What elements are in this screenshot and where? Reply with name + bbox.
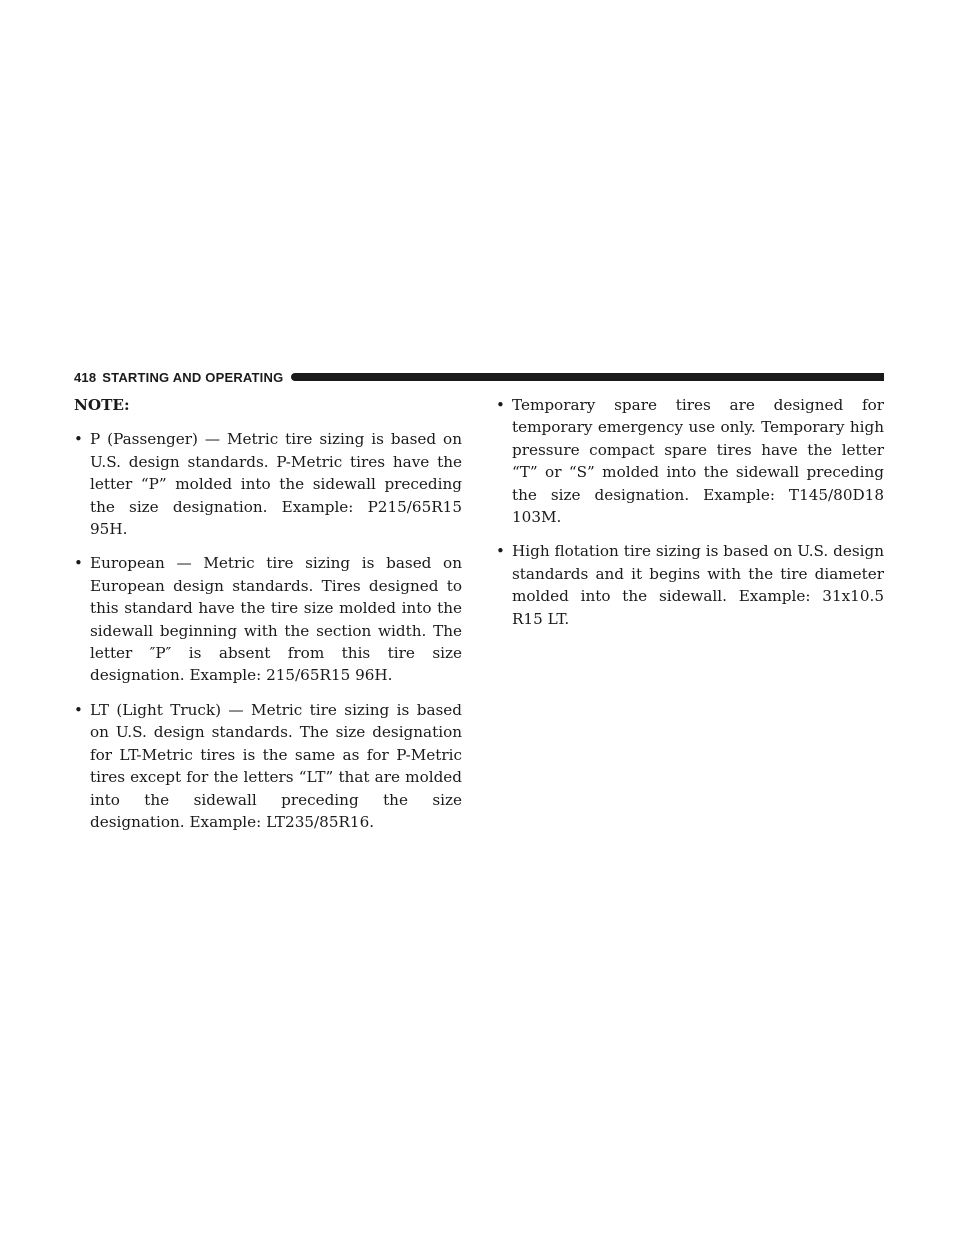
bullet-text: Temporary spare tires are designed for temporary emergency use only. Temporary high pressure compact spare tires have the letter “T” or “S” molded into the sidewall preceding the size designation. Example: T145/80D18 103M. <box>512 396 884 527</box>
right-bullet-list <box>496 394 884 630</box>
section-title: STARTING AND OPERATING <box>102 369 284 385</box>
list-item <box>496 394 884 528</box>
list-item <box>74 699 462 833</box>
bullet-icon: • <box>74 430 83 449</box>
header-rule <box>291 373 884 381</box>
list-item <box>74 552 462 686</box>
right-column <box>496 394 884 642</box>
left-bullet-list <box>74 428 462 833</box>
page-header <box>74 368 884 386</box>
bullet-text: LT (Light Truck) — Metric tire sizing is based on U.S. design standards. The size designation for LT-Metric tires is the same as for P-Metric tires except for the letters “LT” that are molded into the sidewall preceding the size designation. Example: LT235/85R16. <box>90 700 462 831</box>
bullet-text: European — Metric tire sizing is based on European design standards. Tires designed to this standard have the tire size molded into the sidewall beginning with the section width. The letter ″P″ is absent from this tire size designation. Example: 215/65R15 96H. <box>90 554 462 685</box>
bullet-icon: • <box>496 396 505 414</box>
bullet-text: P (Passenger) — Metric tire sizing is based on U.S. design standards. P-Metric tires have the letter “P” molded into the sidewall preceding the size designation. Example: P215/65R15 95H. <box>90 430 462 539</box>
bullet-icon: • <box>74 700 83 719</box>
list-item <box>74 428 462 540</box>
bullet-text: High flotation tire sizing is based on U.S. design standards and it begins with the tire diameter molded into the sidewall. Example: 31x10.5 R15 LT. <box>512 542 884 628</box>
note-heading: NOTE: <box>74 396 130 414</box>
bullet-icon: • <box>496 542 505 561</box>
bullet-icon: • <box>74 554 83 573</box>
left-column <box>74 394 462 845</box>
page-number: 418 <box>74 369 97 385</box>
list-item <box>496 540 884 630</box>
